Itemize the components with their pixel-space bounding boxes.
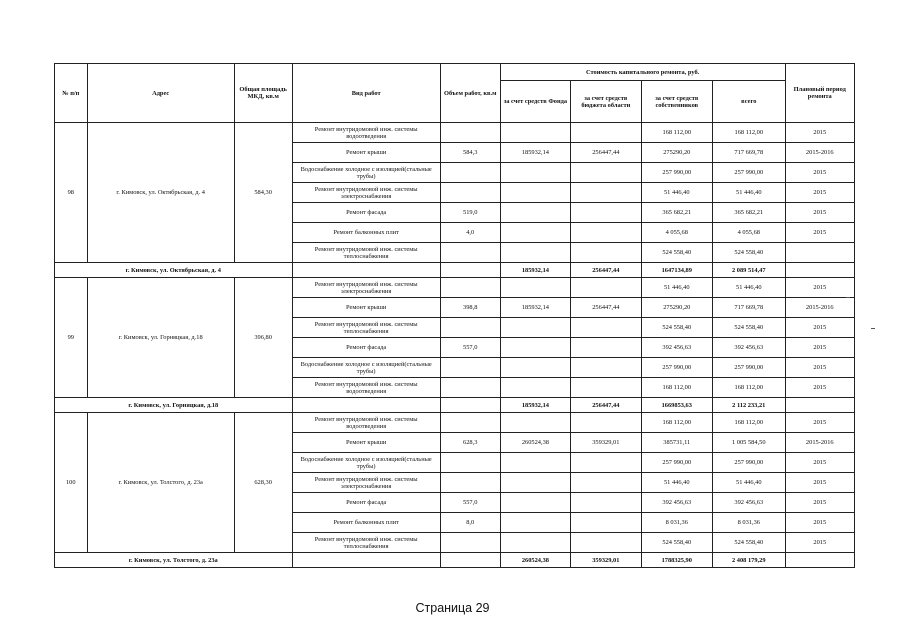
subtotal-budget: 359329,01 <box>571 553 641 568</box>
volume-cell <box>440 378 500 398</box>
volume-cell: 519,0 <box>440 203 500 223</box>
work-type-cell: Ремонт крыши <box>292 433 440 453</box>
fund-cell: 260524,38 <box>500 433 570 453</box>
owners-cell: 51 446,40 <box>641 278 712 298</box>
fund-cell <box>500 223 570 243</box>
budget-cell <box>571 243 641 263</box>
subtotal-fund: 185932,14 <box>500 263 570 278</box>
total-cell: 4 055,68 <box>713 223 786 243</box>
total-cell: 168 112,00 <box>713 413 786 433</box>
period-cell: 2015 <box>785 278 854 298</box>
subtotal-work <box>292 263 440 278</box>
page-footer: Страница 29 <box>415 601 490 615</box>
owners-cell: 51 446,40 <box>641 473 712 493</box>
owners-cell: 168 112,00 <box>641 123 712 143</box>
subtotal-volume <box>440 553 500 568</box>
subtotal-fund: 185932,14 <box>500 398 570 413</box>
volume-cell <box>440 183 500 203</box>
period-cell: 2015-2016 <box>785 298 854 318</box>
area-cell: 396,80 <box>234 278 292 398</box>
address-cell: г. Кимовск, ул. Октябрьская, д. 4 <box>87 123 234 263</box>
period-cell: 2015 <box>785 223 854 243</box>
period-cell: 2015 <box>785 318 854 338</box>
volume-cell: 557,0 <box>440 338 500 358</box>
owners-cell: 275290,20 <box>641 143 712 163</box>
fund-cell <box>500 243 570 263</box>
owners-cell: 392 456,63 <box>641 493 712 513</box>
budget-cell <box>571 413 641 433</box>
area-cell: 584,30 <box>234 123 292 263</box>
period-cell: 2015 <box>785 533 854 553</box>
subtotal-work <box>292 398 440 413</box>
period-cell: 2015 <box>785 473 854 493</box>
row-number: 98 <box>55 123 88 263</box>
owners-cell: 257 990,00 <box>641 163 712 183</box>
row-number: 99 <box>55 278 88 398</box>
fund-cell <box>500 378 570 398</box>
total-cell: 1 005 584,50 <box>713 433 786 453</box>
volume-cell <box>440 163 500 183</box>
subtotal-total: 2 408 179,29 <box>713 553 786 568</box>
total-cell: 257 990,00 <box>713 358 786 378</box>
scan-mark <box>846 297 850 298</box>
owners-cell: 168 112,00 <box>641 413 712 433</box>
owners-cell: 524 558,40 <box>641 533 712 553</box>
subtotal-fund: 260524,38 <box>500 553 570 568</box>
budget-cell <box>571 163 641 183</box>
total-cell: 392 456,63 <box>713 493 786 513</box>
volume-cell <box>440 318 500 338</box>
fund-cell: 185932,14 <box>500 298 570 318</box>
owners-cell: 385731,11 <box>641 433 712 453</box>
owners-cell: 275290,20 <box>641 298 712 318</box>
owners-cell: 257 990,00 <box>641 358 712 378</box>
header-period: Плановый период ремонта <box>785 64 854 123</box>
work-type-cell: Ремонт внутридомовой инж. системы водоотведения <box>292 413 440 433</box>
total-cell: 392 456,63 <box>713 338 786 358</box>
budget-cell <box>571 183 641 203</box>
volume-cell: 398,8 <box>440 298 500 318</box>
subtotal-total: 2 089 514,47 <box>713 263 786 278</box>
owners-cell: 524 558,40 <box>641 243 712 263</box>
subtotal-budget: 256447,44 <box>571 263 641 278</box>
subtotal-row <box>55 263 855 278</box>
subtotal-label: г. Кимовск, ул. Октябрьская, д. 4 <box>55 263 293 278</box>
subtotal-budget: 256447,44 <box>571 398 641 413</box>
subtotal-owners: 1788325,90 <box>641 553 712 568</box>
subtotal-volume <box>440 398 500 413</box>
table-row <box>55 123 855 143</box>
table-body <box>55 123 855 568</box>
budget-cell: 256447,44 <box>571 143 641 163</box>
fund-cell <box>500 183 570 203</box>
subtotal-period <box>785 263 854 278</box>
header-cost-group: Стоимость капитального ремонта, руб. <box>500 64 785 81</box>
fund-cell <box>500 278 570 298</box>
fund-cell <box>500 358 570 378</box>
fund-cell <box>500 413 570 433</box>
period-cell: 2015 <box>785 413 854 433</box>
volume-cell <box>440 278 500 298</box>
header-budget: за счет средств бюджета области <box>571 81 641 123</box>
subtotal-label: г. Кимовск, ул. Толстого, д. 23а <box>55 553 293 568</box>
work-type-cell: Ремонт фасада <box>292 203 440 223</box>
capital-repair-table <box>54 63 855 568</box>
owners-cell: 257 990,00 <box>641 453 712 473</box>
volume-cell <box>440 413 500 433</box>
budget-cell <box>571 513 641 533</box>
budget-cell <box>571 203 641 223</box>
work-type-cell: Ремонт внутридомовой инж. системы теплоснабжения <box>292 533 440 553</box>
fund-cell <box>500 513 570 533</box>
volume-cell <box>440 243 500 263</box>
fund-cell <box>500 318 570 338</box>
period-cell: 2015 <box>785 358 854 378</box>
work-type-cell: Ремонт балконных плит <box>292 223 440 243</box>
fund-cell <box>500 203 570 223</box>
fund-cell <box>500 123 570 143</box>
work-type-cell: Ремонт фасада <box>292 338 440 358</box>
header-total: всего <box>713 81 786 123</box>
fund-cell <box>500 473 570 493</box>
budget-cell <box>571 453 641 473</box>
budget-cell <box>571 123 641 143</box>
total-cell: 51 446,40 <box>713 473 786 493</box>
fund-cell <box>500 493 570 513</box>
header-volume: Объем работ, кв.м <box>440 64 500 123</box>
owners-cell: 365 682,21 <box>641 203 712 223</box>
subtotal-row <box>55 398 855 413</box>
work-type-cell: Ремонт внутридомовой инж. системы теплоснабжения <box>292 243 440 263</box>
budget-cell: 256447,44 <box>571 298 641 318</box>
total-cell: 51 446,40 <box>713 278 786 298</box>
row-number: 100 <box>55 413 88 553</box>
period-cell: 2015-2016 <box>785 433 854 453</box>
volume-cell <box>440 453 500 473</box>
volume-cell <box>440 473 500 493</box>
budget-cell <box>571 223 641 243</box>
address-cell: г. Кимовск, ул. Горняцкая, д.18 <box>87 278 234 398</box>
work-type-cell: Ремонт внутридомовой инж. системы электроснабжения <box>292 183 440 203</box>
period-cell: 2015 <box>785 453 854 473</box>
budget-cell: 359329,01 <box>571 433 641 453</box>
work-type-cell: Ремонт крыши <box>292 298 440 318</box>
total-cell: 365 682,21 <box>713 203 786 223</box>
budget-cell <box>571 358 641 378</box>
owners-cell: 4 055,68 <box>641 223 712 243</box>
budget-cell <box>571 318 641 338</box>
budget-cell <box>571 378 641 398</box>
subtotal-row <box>55 553 855 568</box>
header-work: Вид работ <box>292 64 440 123</box>
fund-cell: 185932,14 <box>500 143 570 163</box>
work-type-cell: Ремонт балконных плит <box>292 513 440 533</box>
subtotal-total: 2 112 233,21 <box>713 398 786 413</box>
subtotal-owners: 1647134,89 <box>641 263 712 278</box>
work-type-cell: Ремонт крыши <box>292 143 440 163</box>
total-cell: 257 990,00 <box>713 453 786 473</box>
work-type-cell: Ремонт внутридомовой инж. системы водоотведения <box>292 123 440 143</box>
fund-cell <box>500 338 570 358</box>
period-cell: 2015 <box>785 163 854 183</box>
fund-cell <box>500 163 570 183</box>
header-owners: за счет средств собственников <box>641 81 712 123</box>
volume-cell <box>440 123 500 143</box>
subtotal-period <box>785 553 854 568</box>
total-cell: 717 669,78 <box>713 298 786 318</box>
work-type-cell: Ремонт внутридомовой инж. системы теплоснабжения <box>292 318 440 338</box>
volume-cell: 628,3 <box>440 433 500 453</box>
work-type-cell: Ремонт внутридомовой инж. системы электроснабжения <box>292 473 440 493</box>
total-cell: 524 558,40 <box>713 318 786 338</box>
total-cell: 168 112,00 <box>713 123 786 143</box>
owners-cell: 8 031,36 <box>641 513 712 533</box>
header-no: № п/п <box>55 64 88 123</box>
table-row <box>55 278 855 298</box>
owners-cell: 51 446,40 <box>641 183 712 203</box>
volume-cell: 557,0 <box>440 493 500 513</box>
budget-cell <box>571 493 641 513</box>
total-cell: 524 558,40 <box>713 243 786 263</box>
area-cell: 628,30 <box>234 413 292 553</box>
volume-cell: 584,3 <box>440 143 500 163</box>
owners-cell: 524 558,40 <box>641 318 712 338</box>
budget-cell <box>571 338 641 358</box>
fund-cell <box>500 453 570 473</box>
subtotal-work <box>292 553 440 568</box>
table-row <box>55 413 855 433</box>
header-address: Адрес <box>87 64 234 123</box>
fund-cell <box>500 533 570 553</box>
header-fund: за счет средств Фонда <box>500 81 570 123</box>
volume-cell: 8,0 <box>440 513 500 533</box>
period-cell: 2015 <box>785 123 854 143</box>
volume-cell: 4,0 <box>440 223 500 243</box>
period-cell: 2015 <box>785 183 854 203</box>
work-type-cell: Ремонт фасада <box>292 493 440 513</box>
subtotal-owners: 1669853,63 <box>641 398 712 413</box>
owners-cell: 392 456,63 <box>641 338 712 358</box>
period-cell: 2015 <box>785 513 854 533</box>
total-cell: 51 446,40 <box>713 183 786 203</box>
work-type-cell: Водоснабжение холодное с изоляцией(стальные трубы) <box>292 453 440 473</box>
subtotal-period <box>785 398 854 413</box>
period-cell <box>785 243 854 263</box>
table-header <box>55 64 855 123</box>
total-cell: 524 558,40 <box>713 533 786 553</box>
work-type-cell: Ремонт внутридомовой инж. системы водоотведения <box>292 378 440 398</box>
period-cell: 2015 <box>785 493 854 513</box>
scan-mark <box>871 328 875 329</box>
period-cell: 2015 <box>785 203 854 223</box>
budget-cell <box>571 533 641 553</box>
total-cell: 168 112,00 <box>713 378 786 398</box>
total-cell: 257 990,00 <box>713 163 786 183</box>
owners-cell: 168 112,00 <box>641 378 712 398</box>
period-cell: 2015 <box>785 338 854 358</box>
volume-cell <box>440 533 500 553</box>
work-type-cell: Водоснабжение холодное с изоляцией(стальные трубы) <box>292 163 440 183</box>
work-type-cell: Водоснабжение холодное с изоляцией(стальные трубы) <box>292 358 440 378</box>
total-cell: 8 031,36 <box>713 513 786 533</box>
volume-cell <box>440 358 500 378</box>
total-cell: 717 669,78 <box>713 143 786 163</box>
work-type-cell: Ремонт внутридомовой инж. системы электроснабжения <box>292 278 440 298</box>
period-cell: 2015-2016 <box>785 143 854 163</box>
budget-cell <box>571 473 641 493</box>
period-cell: 2015 <box>785 378 854 398</box>
header-area: Общая площадь МКД, кв.м <box>234 64 292 123</box>
subtotal-volume <box>440 263 500 278</box>
address-cell: г. Кимовск, ул. Толстого, д. 23а <box>87 413 234 553</box>
budget-cell <box>571 278 641 298</box>
subtotal-label: г. Кимовск, ул. Горняцкая, д.18 <box>55 398 293 413</box>
